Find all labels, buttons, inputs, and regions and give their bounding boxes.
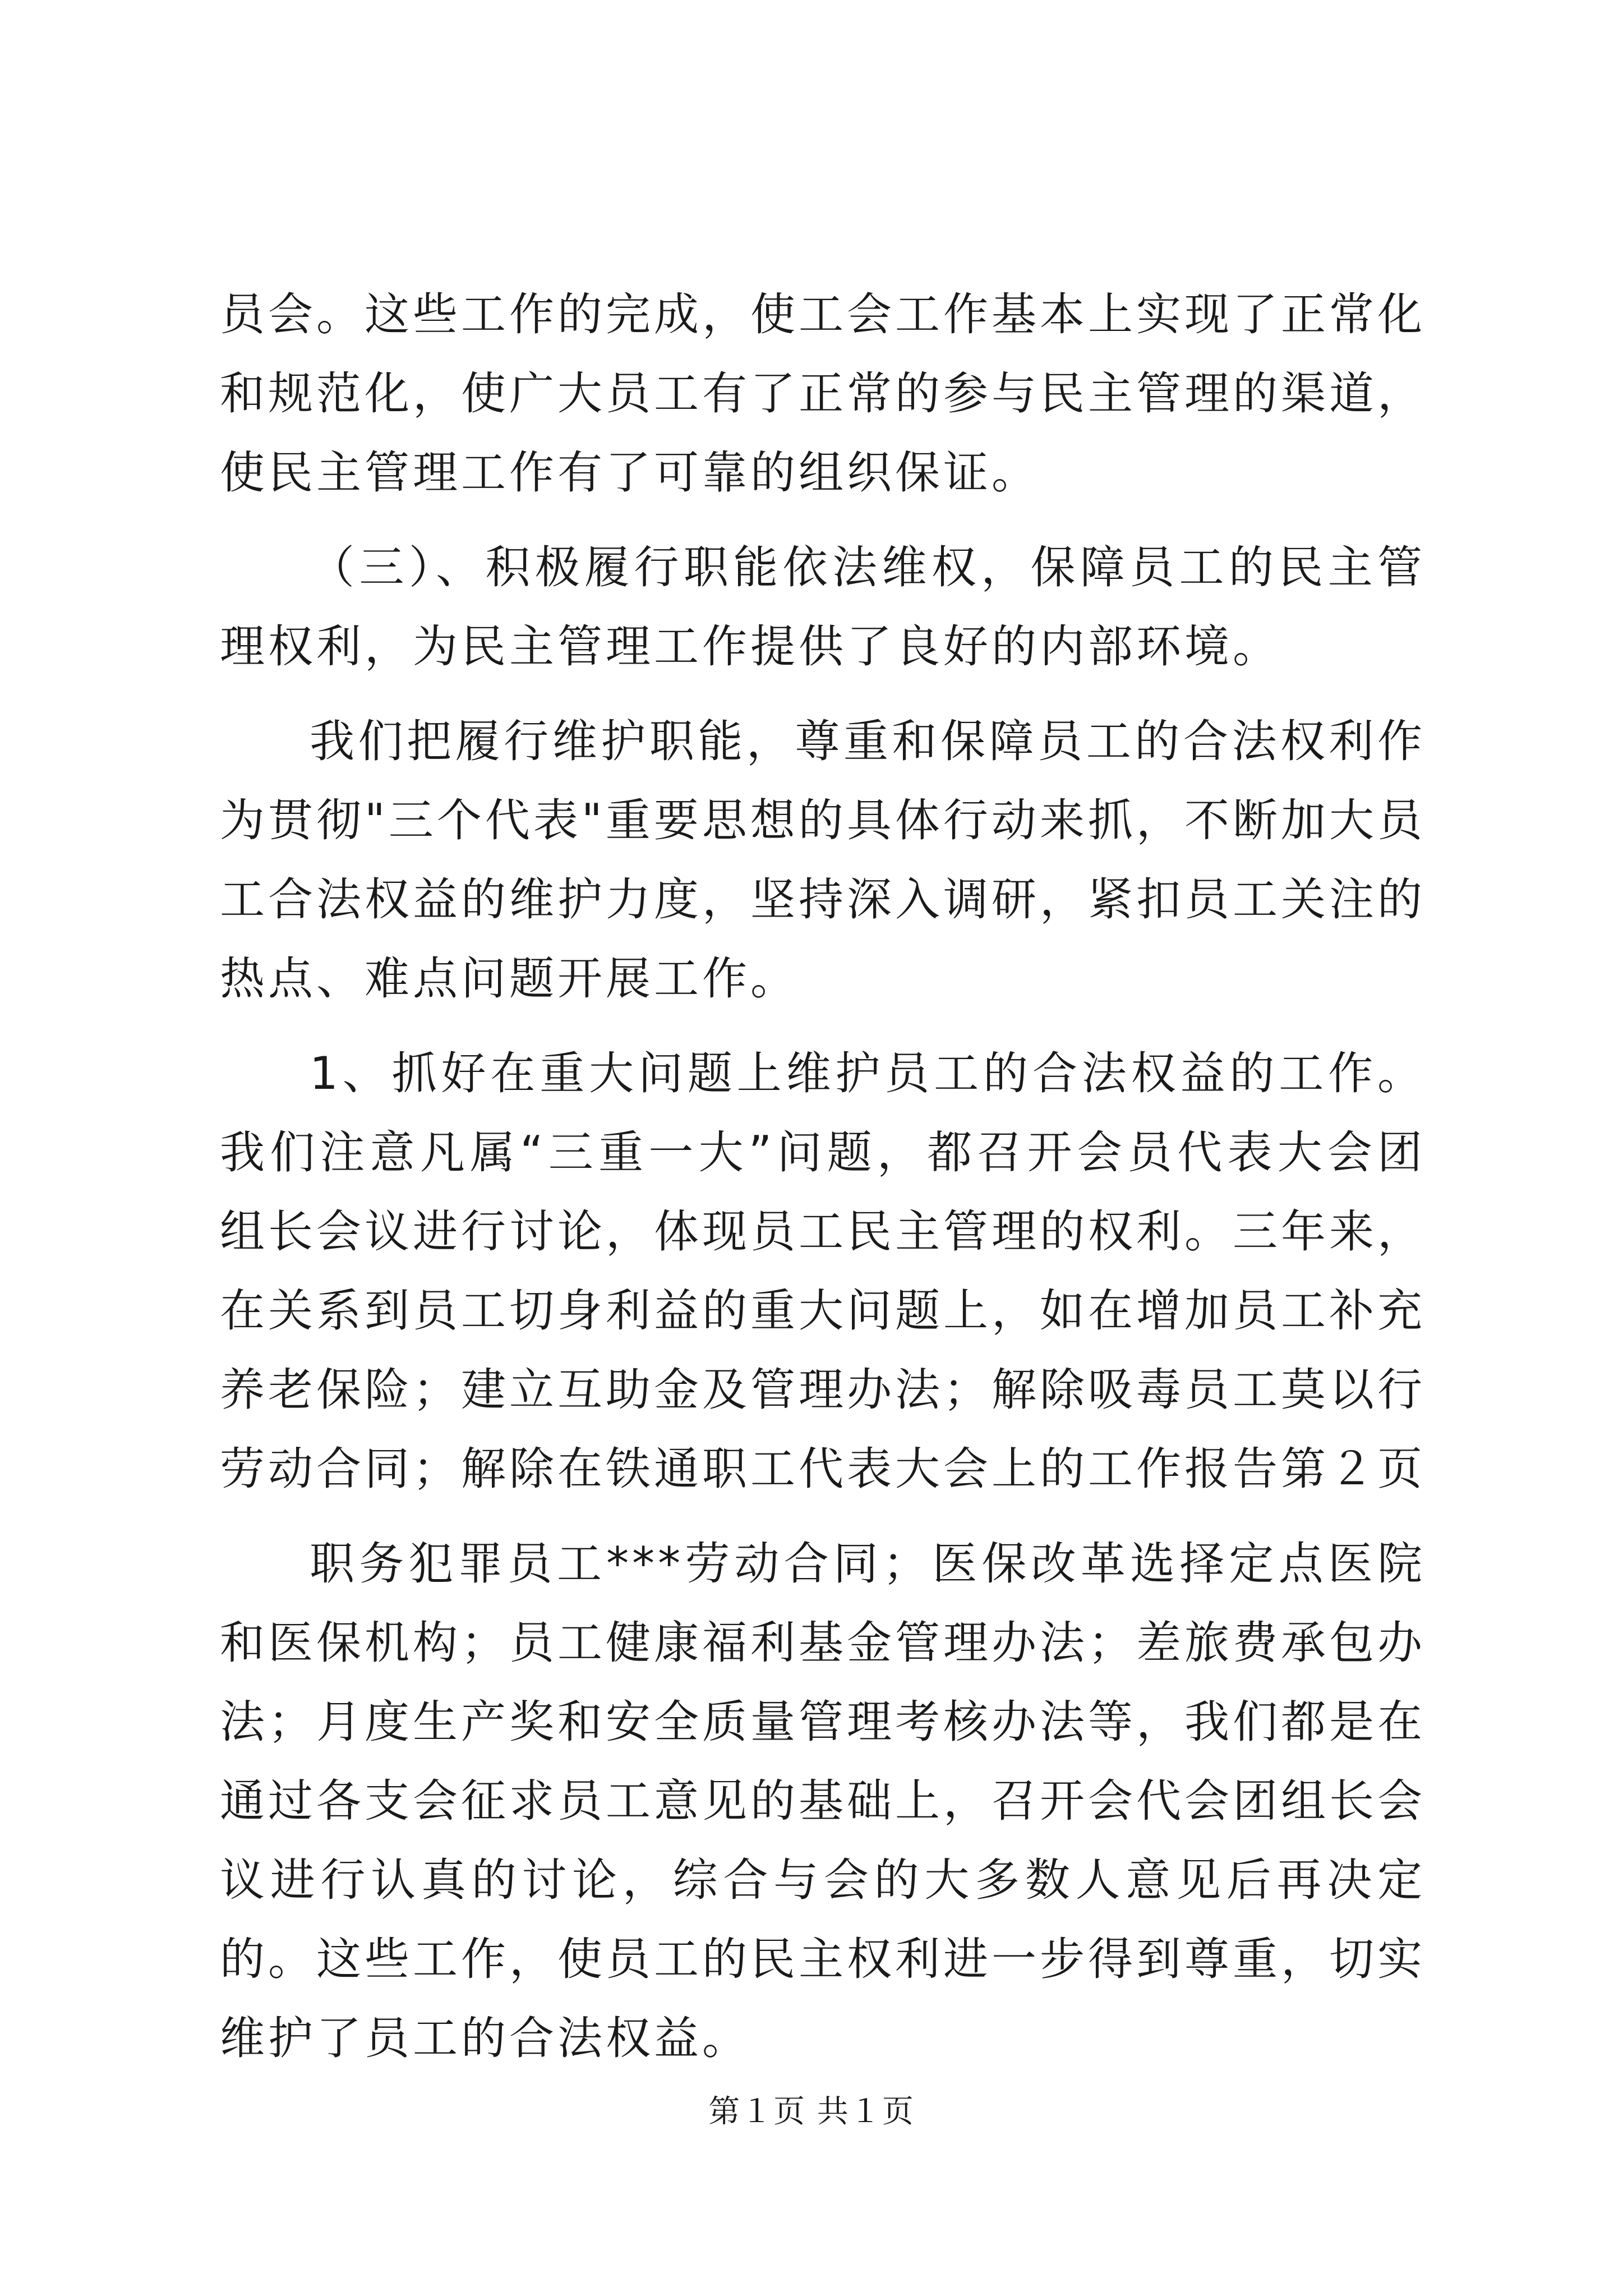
paragraph-continuation: 员会。这些工作的完成，使工会工作基本上实现了正常化和规范化，使广大员工有了正常的参与民主管理的渠道，使民主管理工作有了可靠的组织保证。 bbox=[220, 288, 1426, 499]
document-body bbox=[220, 275, 1426, 2093]
paragraph-item-1-continued: 职务犯罪员工***劳动合同；医保改革选择定点医院和医保机构；员工健康福利基金管理办法；差旅费承包办法；月度生产奖和安全质量管理考核办法等，我们都是在通过各支会征求员工意见的基础上，召开会代会团组长会议进行认真的讨论，综合与会的大多数人意见后再决定的。这些工作，使员工的民主权利进一步得到尊重，切实维护了员工的合法权益。 bbox=[220, 1538, 1426, 2064]
page-footer: 第１页 共１页 bbox=[708, 2093, 915, 2130]
paragraph-section-heading: （三）、积极履行职能依法维权，保障员工的民主管理权利，为民主管理工作提供了良好的内部环境。 bbox=[220, 541, 1426, 673]
paragraph-intro: 我们把履行维护职能，尊重和保障员工的合法权利作为贯彻"三个代表"重要思想的具体行动来抓，不断加大员工合法权益的维护力度，坚持深入调研，紧扣员工关注的热点、难点问题开展工作。 bbox=[220, 715, 1426, 1005]
paragraph-item-1: 1、抓好在重大问题上维护员工的合法权益的工作。我们注意凡属“三重一大”问题，都召开会员代表大会团组长会议进行讨论，体现员工民主管理的权利。三年来，在关系到员工切身利益的重大问题上，如在增加员工补充养老保险；建立互助金及管理办法；解除吸毒员工莫以行劳动合同；解除在铁通职工代表大会上的工作报告第２页 bbox=[220, 1047, 1426, 1495]
